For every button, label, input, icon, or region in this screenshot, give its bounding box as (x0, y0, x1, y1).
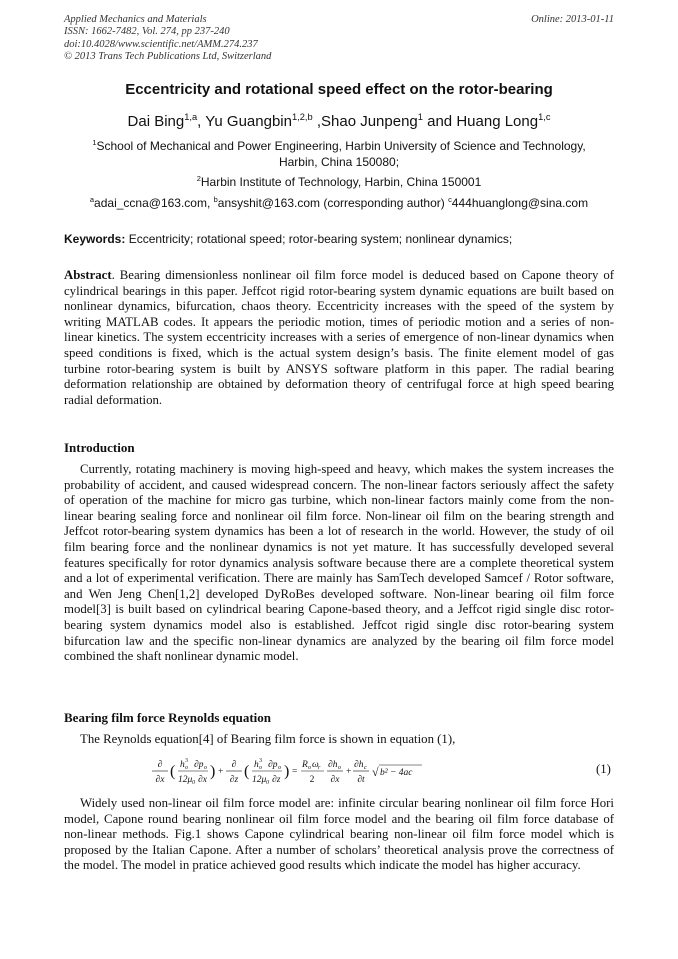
eq-R: R (302, 760, 308, 770)
eq-h: h (254, 760, 259, 770)
author-sep: , (197, 113, 206, 130)
eq-dx: ∂x (155, 775, 165, 785)
author-sup: 1 (417, 112, 423, 122)
journal-doi: doi:10.4028/www.scientific.net/AMM.274.237 (64, 38, 258, 50)
aff2-text: Harbin Institute of Technology, Harbin, China 150001 (200, 175, 482, 189)
author-name: Huang Long (456, 113, 539, 130)
eq-partial: ∂ (231, 760, 237, 770)
eq-mu: 12μ (178, 775, 193, 785)
eq-h-sub: o (185, 765, 188, 771)
introduction-text: Currently, rotating machinery is moving high-speed and heavy, which makes the system increases the probability of accident, and caused widespread concern. The non-linear factors seriously affect the safety of operation of the machine for micro gas turbine, which non-linear factors mainly come from the non-linear bearing sealing force and nonlinear oil film force. Non-linear oil film on the bearing strength and Jeffcot rotor-bearing system dynamics has been a lot of research in the world. However, the study of oil film bearing force and the nonlinear dynamics is not yet mature. It has successfully developed several features specifically for rotor dynamics analysis software because there are a complete theoretical system and a lot of experimental verification. There are mainly has SamTech developed Samcef / Rotor software, and Wen Jeng Chen[1,2] developed DyRoBes developed software. Non-linear bearing oil film force model[3] is built based on cylindrical bearing Capone-based theory, and a Jeffcot rigid single disc rotor-bearing system dynamics model also is established. Jeffcot rigid single disc rotor-bearing system bifurcation law and the specific non-linear dynamics are analyzed by the bearing oil film force model combined the shaft nonlinear dynamic model. (64, 462, 614, 664)
email-c: 444huanglong@sina.com (451, 196, 589, 210)
eq-dh: ∂h (328, 760, 338, 770)
aff1-line2: Harbin, China 150080; (278, 155, 400, 169)
eq-omega-sub: r (318, 765, 321, 771)
email-c-sup: c (448, 195, 452, 204)
eq-omega: ω (312, 760, 319, 770)
author-sup: 1,c (538, 112, 551, 122)
eq-dh-sub: o (338, 765, 341, 771)
keywords-text: Eccentricity; rotational speed; rotor-bearing system; nonlinear dynamics; (125, 232, 513, 246)
journal-header (64, 14, 271, 64)
affiliation-2 (64, 174, 614, 190)
eq-mu-sub: 0 (192, 780, 195, 786)
email-line (64, 195, 614, 211)
eq-dz: ∂z (229, 775, 239, 785)
eq-two: 2 (309, 775, 315, 785)
eq-mu-sub: 0 (266, 780, 269, 786)
eq-p-sub: o (204, 765, 207, 771)
author-sep: and (422, 113, 457, 130)
author-name: Yu Guangbin (205, 113, 292, 130)
keywords-label: Keywords: (64, 232, 126, 246)
eq-cube: 3 (185, 758, 188, 764)
eq-equals: = (292, 767, 298, 777)
email-b-sup: b (213, 195, 218, 204)
eq-p-sub: o (278, 765, 281, 771)
reynolds-equation (150, 756, 440, 786)
author-name: Shao Junpeng (321, 113, 418, 130)
journal-name: Applied Mechanics and Materials (64, 14, 207, 25)
introduction-heading: Introduction (64, 440, 135, 455)
eq-h: h (180, 760, 185, 770)
eq-dx: ∂x (330, 775, 340, 785)
keywords (64, 232, 614, 246)
email-b: ansyshit@163.com (corresponding author) (217, 196, 449, 210)
author-sup: 1,a (184, 112, 198, 122)
eq-p: ∂p (194, 760, 204, 770)
eq-cube: 3 (259, 758, 262, 764)
reynolds-text: Widely used non-linear oil film force model are: infinite circular bearing nonlinear oil film force Hori model, Capone round bearing nonlinear oil film force model and the bearing oil film force database of non-linear methods. Fig.1 shows Capone cylindrical bearing non-linear oil film force model which is proposed by the Italian Capone. After a number of scholars’ theoretical analysis prove the correctness of the model. The model in pratice achieved good results which indicate the model has higher accuracy. (64, 796, 614, 873)
aff1-line1: School of Mechanical and Power Engineering, Harbin University of Science and Technology, (96, 139, 586, 153)
affiliation-1 (64, 138, 614, 170)
journal-issn: ISSN: 1662-7482, Vol. 274, pp 237-240 (64, 26, 230, 38)
eq-sqrt-body: b² − 4ac (380, 768, 413, 778)
eq-dhc: ∂h (354, 760, 364, 770)
reynolds-heading: Bearing film force Reynolds equation (64, 710, 272, 725)
equation-number: (1) (596, 762, 611, 776)
eq-dx: ∂x (198, 775, 207, 785)
eq-paren: ( (170, 763, 176, 780)
reynolds-intro: The Reynolds equation[4] of Bearing film force is shown in equation (1), (80, 732, 456, 746)
author-name: Dai Bing (127, 113, 185, 130)
aff2-sup: 2 (196, 174, 201, 183)
email-a: adai_ccna@163.com, (94, 196, 214, 210)
eq-plus: + (218, 767, 224, 777)
eq-paren: ( (244, 763, 250, 780)
abstract-text: . Bearing dimensionless nonlinear oil film force model is deduced based on Capone theory of cylindrical bearings in this paper. Jeffcot rigid rotor-bearing system dynamic equations are built based on nonlinear dynamics, bifurcation, chaos theory. Eccentricity increases with the speed of the system by writing MATLAB codes. It appears the periodic motion, times of periodic motion and a series of non-linear kinetics. The system eccentricity increases with a series of emergence of non-linear dynamics when speed conditions is fixed, which is the actual system design’s basis. The finite element model of gas turbine rotor-bearing system is built by ANSYS software platform in this paper. The radial bearing deformation relationship are obtained by deformation theory of centrifugal force at high speed bearing radial deformation. (64, 268, 614, 407)
eq-p: ∂p (268, 760, 278, 770)
eq-plus: + (346, 767, 352, 777)
eq-paren: ) (284, 763, 290, 780)
eq-R-sub: o (308, 765, 311, 771)
eq-dhc-sub: c (364, 765, 367, 771)
author-sup: 1,2,b (291, 112, 313, 122)
author-sep: , (312, 113, 322, 130)
online-date: Online: 2013-01-11 (531, 14, 614, 25)
abstract-label: Abstract (64, 268, 112, 282)
abstract (64, 268, 614, 408)
paper-title: Eccentricity and rotational speed effect on the rotor-bearing (125, 81, 553, 98)
eq-mu: 12μ (252, 775, 267, 785)
eq-dt: ∂t (357, 775, 365, 785)
journal-copyright: © 2013 Trans Tech Publications Ltd, Switzerland (64, 51, 272, 63)
eq-partial: ∂ (157, 760, 163, 770)
email-a-sup: a (89, 195, 95, 204)
aff1-sup: 1 (92, 138, 97, 147)
eq-dz: ∂z (272, 775, 281, 785)
eq-h-sub: o (259, 765, 262, 771)
author-list (40, 113, 638, 130)
eq-sqrt: √ (372, 765, 379, 779)
eq-paren: ) (210, 763, 216, 780)
